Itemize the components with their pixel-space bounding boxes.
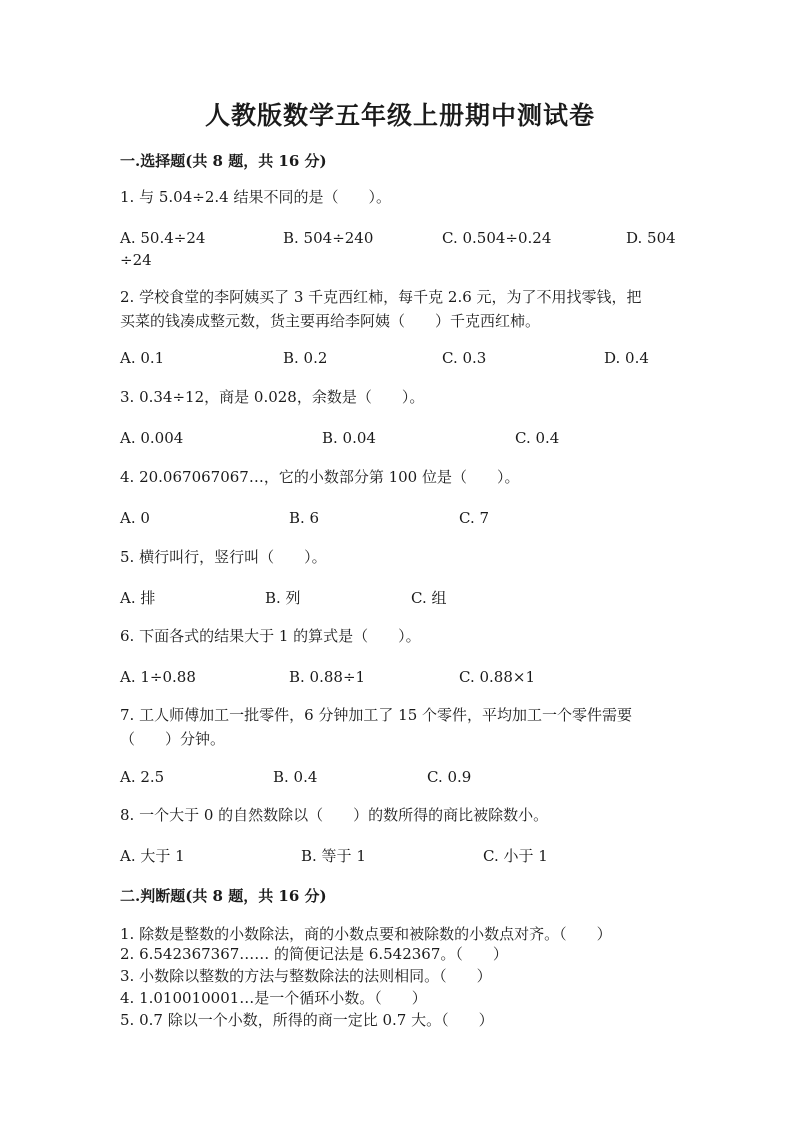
option-a: A. 50.4÷24 [120, 229, 206, 247]
option-a: A. 0.004 [120, 429, 184, 447]
option-a: A. 1÷0.88 [120, 668, 196, 686]
option-b: B. 0.88÷1 [289, 668, 366, 686]
question-3: 3. 0.34÷12，商是 0.028，余数是（ ）。 [120, 388, 425, 406]
question-7-line-1: 7. 工人师傅加工一批零件，6 分钟加工了 15 个零件，平均加工一个零件需要 [120, 706, 633, 724]
section-heading-multiple-choice: 一.选择题(共 8 题，共 16 分) [120, 152, 327, 170]
option-c: C. 0.88×1 [459, 668, 535, 686]
option-b: B. 0.04 [322, 429, 376, 447]
question-2-line-2: 买菜的钱凑成整元数，货主要再给李阿姨（ ）千克西红柿。 [120, 312, 541, 330]
question-1: 1. 与 5.04÷2.4 结果不同的是（ ）。 [120, 188, 391, 206]
question-1-options [120, 227, 680, 271]
question-8: 8. 一个大于 0 的自然数除以（ ）的数所得的商比被除数小。 [120, 806, 549, 824]
option-c: C. 0.4 [515, 429, 560, 447]
option-c: C. 7 [459, 509, 490, 527]
option-b: B. 504÷240 [283, 229, 374, 247]
section-heading-true-false: 二.判断题(共 8 题，共 16 分) [120, 887, 327, 905]
option-b: B. 等于 1 [301, 847, 366, 865]
option-b: B. 0.2 [283, 349, 328, 367]
option-d: D. 504 [626, 229, 676, 247]
option-a: A. 0.1 [120, 349, 165, 367]
judgment-item-2: 2. 6.542367367…… 的简便记法是 6.542367。（ ） [120, 945, 508, 963]
option-c: C. 0.3 [442, 349, 487, 367]
option-c: C. 0.504÷0.24 [442, 229, 552, 247]
question-8-options [120, 845, 680, 889]
judgment-item-3: 3. 小数除以整数的方法与整数除法的法则相同。（ ） [120, 967, 492, 985]
question-4: 4. 20.067067067…，它的小数部分第 100 位是（ ）。 [120, 468, 520, 486]
judgment-item-1: 1. 除数是整数的小数除法，商的小数点要和被除数的小数点对齐。（ ） [120, 925, 612, 943]
option-c: C. 小于 1 [483, 847, 548, 865]
option-b: B. 6 [289, 509, 320, 527]
option-a: A. 排 [120, 589, 156, 607]
judgment-item-4: 4. 1.010010001…是一个循环小数。（ ） [120, 989, 427, 1007]
question-2-line-1: 2. 学校食堂的李阿姨买了 3 千克西红柿，每千克 2.6 元，为了不用找零钱，把 [120, 288, 642, 306]
question-5: 5. 横行叫行，竖行叫（ ）。 [120, 548, 327, 566]
document-title: 人教版数学五年级上册期中测试卷 [204, 101, 595, 130]
option-c: C. 0.9 [427, 768, 472, 786]
judgment-item-5: 5. 0.7 除以一个小数，所得的商一定比 0.7 大。（ ） [120, 1011, 494, 1029]
option-a: A. 大于 1 [120, 847, 185, 865]
option-a: A. 0 [120, 509, 150, 527]
option-a: A. 2.5 [120, 768, 165, 786]
option-b: B. 0.4 [273, 768, 318, 786]
question-6: 6. 下面各式的结果大于 1 的算式是（ ）。 [120, 627, 421, 645]
option-b: B. 列 [265, 589, 301, 607]
question-7 [120, 703, 680, 751]
option-d-continuation: ÷24 [120, 251, 152, 269]
question-7-line-2: （ ）分钟。 [120, 730, 226, 748]
option-d: D. 0.4 [604, 349, 649, 367]
question-2 [120, 285, 680, 333]
option-c: C. 组 [411, 589, 447, 607]
